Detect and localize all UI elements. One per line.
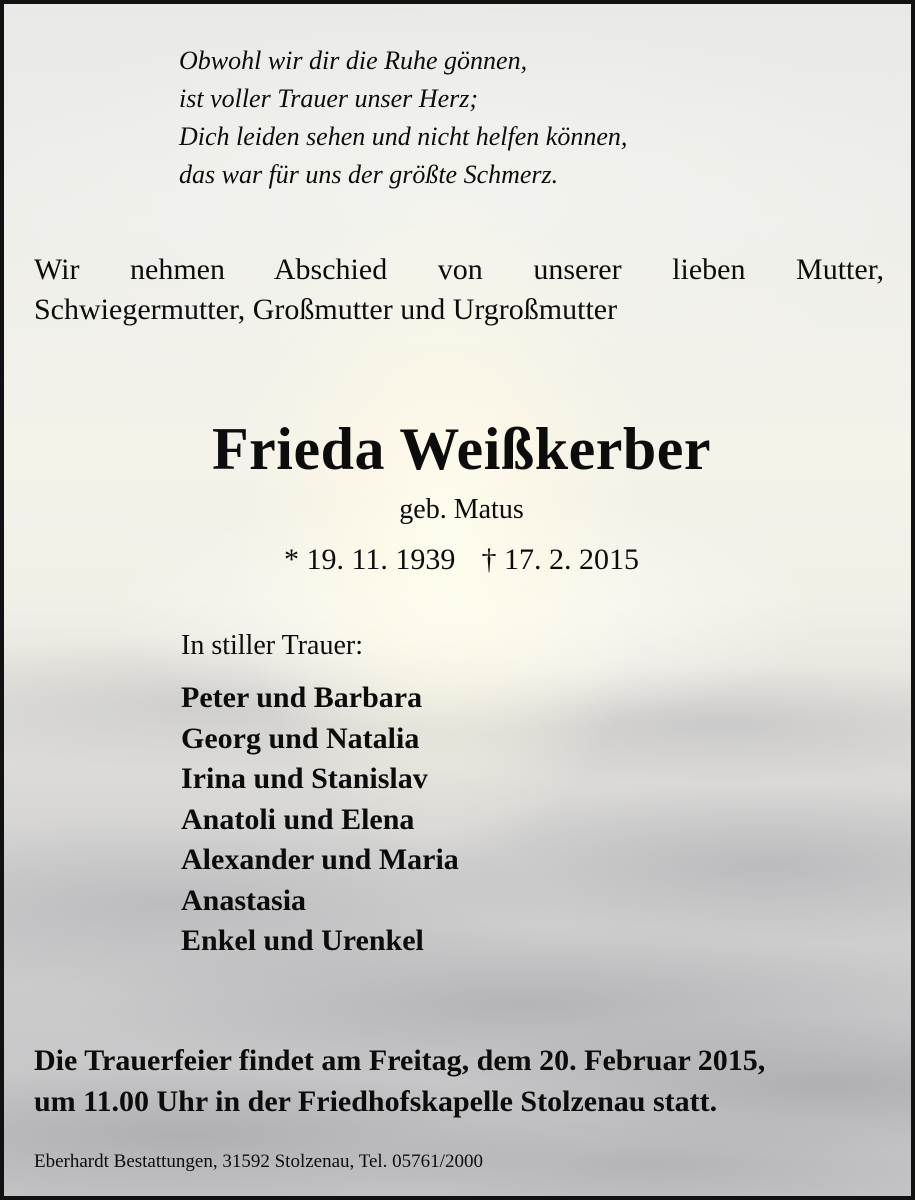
mourner-entry: Alexander und Maria — [181, 843, 459, 876]
funeral-home-info: Eberhardt Bestattungen, 31592 Stolzenau, Tel. 05761/2000 — [34, 1151, 483, 1172]
intro-line-2: Schwiegermutter, Großmutter und Urgroßmutter — [34, 293, 618, 326]
mourner-entry: Georg und Natalia — [181, 721, 420, 755]
farewell-intro — [34, 250, 884, 330]
funeral-service-info — [34, 1040, 894, 1122]
mourner-entry: Peter und Barbara — [181, 681, 423, 714]
mourning-label: In stiller Trauer: — [181, 630, 363, 661]
death-date: † 17. 2. 2015 — [481, 543, 639, 576]
deceased-name: Frieda Weißkerber — [212, 416, 711, 482]
poem-line-2: ist voller Trauer unser Herz; — [179, 84, 478, 113]
mourners-list — [181, 678, 459, 962]
birth-name: geb. Matus — [399, 494, 524, 525]
intro-line-1: Wir nehmen Abschied von unserer lieben Mutter, — [34, 253, 884, 286]
mourner-entry: Irina und Stanislav — [181, 762, 428, 795]
birth-date: * 19. 11. 1939 — [284, 543, 456, 576]
mourner-entry: Anatoli und Elena — [181, 802, 415, 836]
mourner-entry: Enkel und Urenkel — [181, 924, 424, 957]
service-line-2: um 11.00 Uhr in der Friedhofskapelle Stolzenau statt. — [34, 1085, 718, 1118]
life-dates — [4, 540, 915, 580]
poem-line-1: Obwohl wir dir die Ruhe gönnen, — [179, 46, 528, 75]
mourner-entry: Anastasia — [181, 883, 307, 917]
poem-line-3: Dich leiden sehen und nicht helfen können, — [179, 122, 628, 151]
poem-line-4: das war für uns der größte Schmerz. — [179, 160, 559, 189]
memorial-poem — [179, 42, 627, 194]
service-line-1: Die Trauerfeier findet am Freitag, dem 20. Februar 2015, — [34, 1044, 766, 1077]
